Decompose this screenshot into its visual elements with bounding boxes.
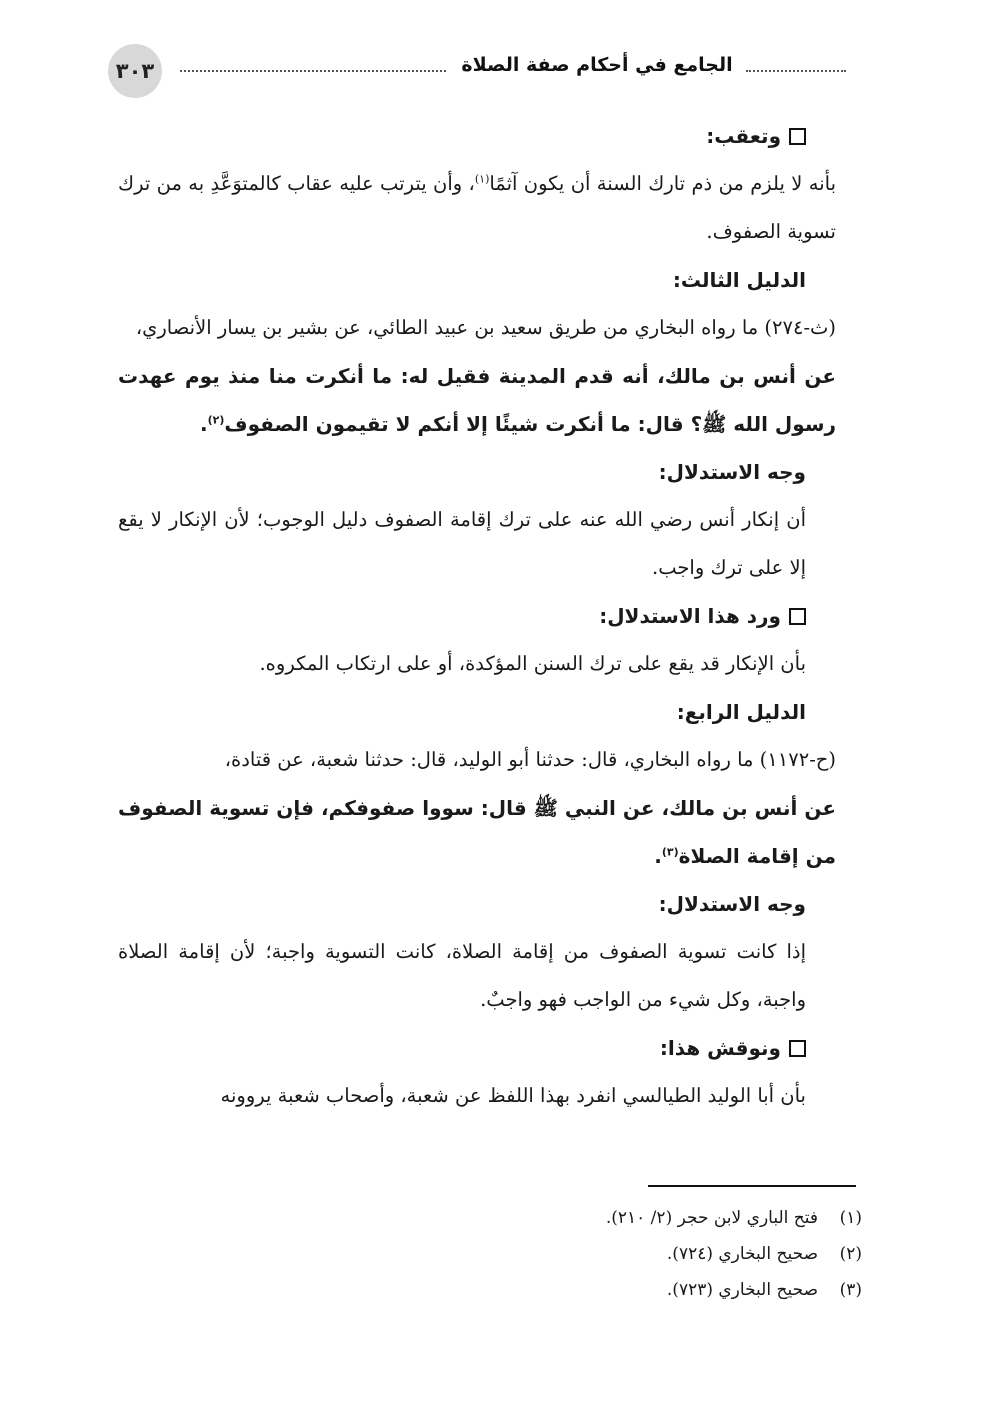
paragraph: (ح-١١٧٢) ما رواه البخاري، قال: حدثنا أبو الوليد، قال: حدثنا شعبة، عن قتادة، (224, 748, 836, 771)
heading-fourth-evidence: الدليل الرابع: (676, 700, 806, 724)
footnote-item: (٣)صحيح البخاري (٧٢٣). (666, 1280, 862, 1300)
header-dotted-leader-left (180, 70, 446, 72)
page-number-badge (108, 44, 162, 98)
heading-taaqub: وتعقب: (118, 112, 836, 160)
paragraph: أن إنكار أنس رضي الله عنه على ترك إقامة الصفوف دليل الوجوب؛ لأن الإنكار لا يقع إلا على ترك واجب. (118, 508, 806, 579)
paragraph: (ث-٢٧٤) ما رواه البخاري من طريق سعيد بن عبيد الطائي، عن بشير بن يسار الأنصاري، (135, 316, 836, 339)
heading-inference: وجه الاستدلال: (658, 460, 806, 484)
paragraph: بأنه لا يلزم من ذم تارك السنة أن يكون آثمًا$^{(١)}$، وأن يترتب عليه عقاب كالمتوَعَّدِ به من ترك تسوية الصفوف. (118, 172, 836, 243)
footnote-ref: (٢) (207, 413, 225, 427)
heading-inference: وجه الاستدلال: (658, 892, 806, 916)
paragraph: بأن الإنكار قد يقع على ترك السنن المؤكدة، أو على ارتكاب المكروه. (259, 652, 806, 675)
hadith-text: عن أنس بن مالك، أنه قدم المدينة فقيل له: ما أنكرت منا منذ يوم عهدت رسول الله ﷺ؟ قال: ما أنكرت شيئًا إلا أنكم لا تقيمون الصفوف$^{(٢)}$. (118, 364, 836, 436)
footnotes (118, 1200, 862, 1308)
body-text (118, 112, 836, 1120)
checkbox-square-icon (789, 1040, 806, 1057)
heading-rebuttal: ورد هذا الاستدلال: (118, 592, 836, 640)
heading-discussion: ونوقش هذا: (118, 1024, 836, 1072)
footnote-separator (648, 1185, 856, 1187)
page-number: ٣٠٣ (115, 59, 155, 83)
footnote-ref: (١) (474, 172, 490, 186)
book-title: الجامع في أحكام صفة الصلاة (461, 54, 733, 76)
footnote-ref: (٣) (661, 845, 679, 859)
header-dotted-leader-right (746, 70, 846, 72)
footnote-item: (٢)صحيح البخاري (٧٢٤). (666, 1244, 862, 1264)
footnote-item: (١)فتح الباري لابن حجر (٢/ ٢١٠). (605, 1208, 862, 1228)
heading-third-evidence: الدليل الثالث: (672, 268, 806, 292)
paragraph: إذا كانت تسوية الصفوف من إقامة الصلاة، كانت التسوية واجبة؛ لأن إقامة الصلاة واجبة، وكل شيء من الواجب فهو واجبٌ. (118, 940, 806, 1011)
paragraph: بأن أبا الوليد الطيالسي انفرد بهذا اللفظ عن شعبة، وأصحاب شعبة يروونه (220, 1084, 806, 1107)
page-header (108, 44, 846, 100)
hadith-text: عن أنس بن مالك، عن النبي ﷺ قال: سووا صفوفكم، فإن تسوية الصفوف من إقامة الصلاة$^{(٣)}$. (118, 796, 836, 868)
checkbox-square-icon (789, 128, 806, 145)
checkbox-square-icon (789, 608, 806, 625)
